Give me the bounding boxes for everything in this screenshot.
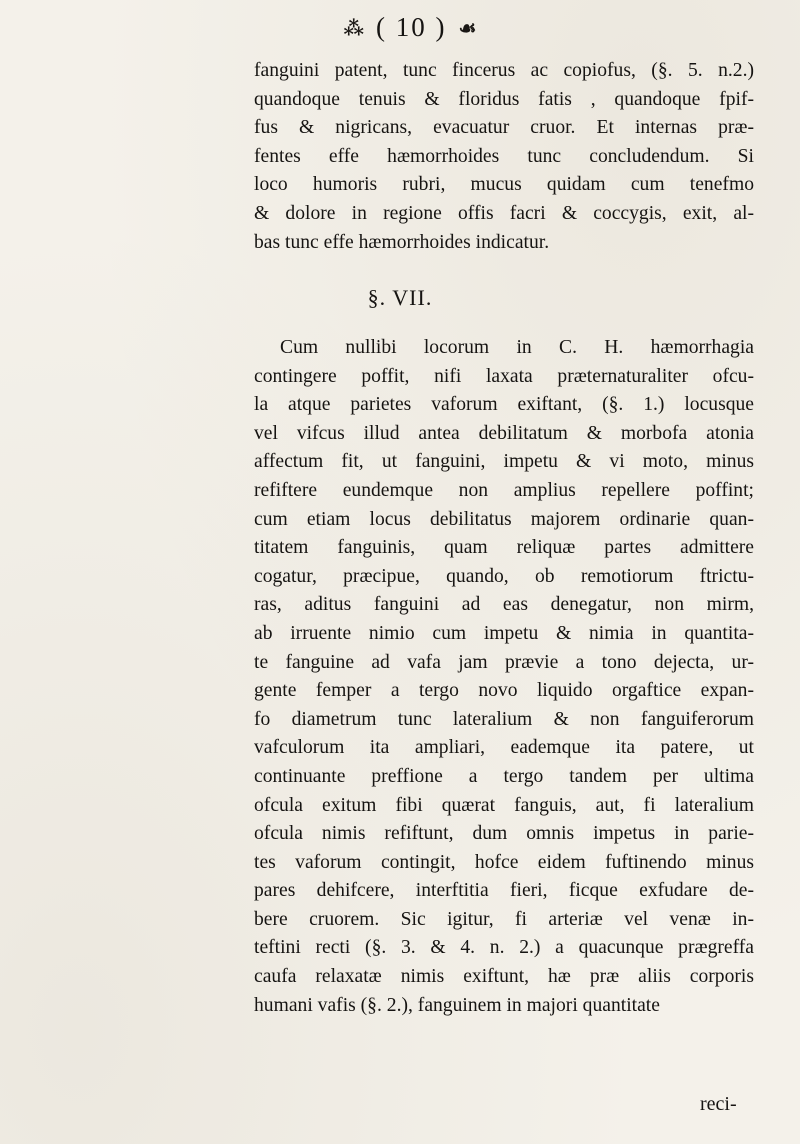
ornament-left-icon: ⁂	[343, 15, 365, 40]
text-line: vel vifcus illud antea debilitatum & morbofa atonia	[254, 422, 754, 444]
text-line: fentes effe hæmorrhoides tunc concludendum. Si	[254, 145, 754, 167]
paragraph-2	[254, 334, 754, 1020]
text-line: affectum fit, ut fanguini, impetu & vi moto, minus	[254, 451, 754, 473]
text-line: pares dehifcere, interftitia fieri, ficque exfudare de-	[254, 880, 754, 902]
paragraph-1	[254, 57, 754, 257]
text-line: caufa relaxatæ nimis exiftunt, hæ præ aliis corporis	[254, 966, 754, 988]
text-line: la atque parietes vaforum exiftant, (§. 1.) locusque	[254, 394, 754, 416]
text-line: cogatur, præcipue, quando, ob remotiorum ftrictu-	[254, 565, 754, 587]
text-line: bas tunc effe hæmorrhoides indicatur.	[254, 231, 550, 253]
text-line: continuante preffione a tergo tandem per ultima	[254, 765, 754, 787]
text-line: fo diametrum tunc lateralium & non fanguiferorum	[254, 708, 754, 730]
text-line: te fanguine ad vafa jam prævie a tono dejecta, ur-	[254, 651, 754, 673]
text-line: Cum nullibi locorum in C. H. hæmorrhagia	[280, 337, 754, 358]
text-line: vafculorum ita ampliari, eademque ita patere, ut	[254, 737, 754, 759]
page-header	[0, 12, 800, 58]
text-line: cum etiam locus debilitatus majorem ordinarie quan-	[254, 508, 754, 530]
page-number: ( 10 )	[376, 12, 447, 42]
text-line: loco humoris rubri, mucus quidam cum tenefmo	[254, 174, 754, 196]
text-line: refiftere eundemque non amplius repellere poffint;	[254, 479, 754, 501]
text-line: bere cruorem. Sic igitur, fi arteriæ vel venæ in-	[254, 908, 754, 930]
catchword: reci-	[700, 1093, 737, 1115]
text-line: ab irruente nimio cum impetu & nimia in quantita-	[254, 622, 754, 644]
text-line: ras, aditus fanguini ad eas denegatur, non mirm,	[254, 594, 754, 616]
text-line: teftini recti (§. 3. & 4. n. 2.) a quacunque prægreffa	[254, 937, 754, 959]
section-heading: §. VII.	[367, 285, 433, 310]
text-line: contingere poffit, nifi laxata præternaturaliter ofcu-	[254, 365, 754, 387]
text-line: titatem fanguinis, quam reliquæ partes admittere	[254, 537, 754, 559]
text-line: gente femper a tergo novo liquido orgaftice expan-	[254, 680, 754, 702]
text-line: fanguini patent, tunc fincerus ac copiofus, (§. 5. n.2.)	[254, 60, 754, 81]
text-line: & dolore in regione offis facri & coccygis, exit, al-	[254, 202, 754, 224]
text-line: ofcula nimis refiftunt, dum omnis impetus in parie-	[254, 823, 754, 845]
text-line: tes vaforum contingit, hofce eidem fuftinendo minus	[254, 851, 754, 873]
text-line: humani vafis (§. 2.), fanguinem in majori quantitate	[254, 994, 660, 1016]
text-line: ofcula exitum fibi quærat fanguis, aut, fi lateralium	[254, 794, 754, 816]
text-line: quandoque tenuis & floridus fatis , quandoque fpif-	[254, 88, 754, 110]
ornament-right-icon: ☙	[458, 15, 477, 40]
text-line: fus & nigricans, evacuatur cruor. Et internas præ-	[254, 117, 754, 139]
